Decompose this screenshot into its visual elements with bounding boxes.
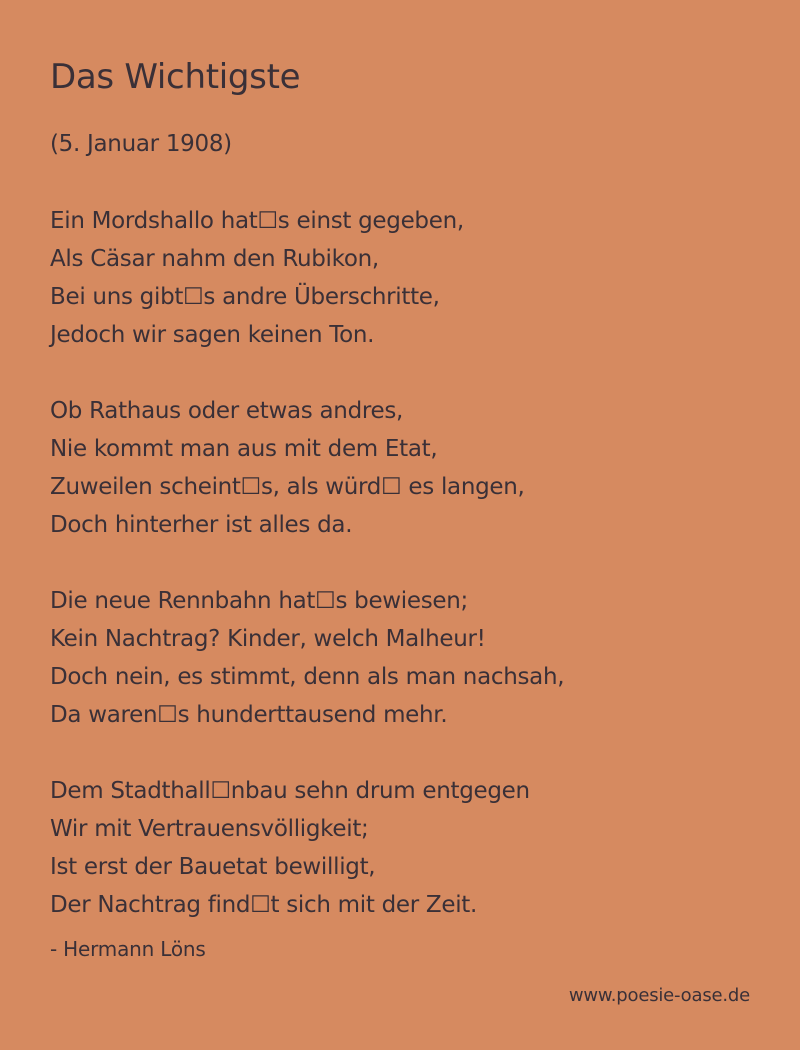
poem-line: Bei uns gibt☐s andre Überschritte, (50, 284, 440, 310)
poem-line: Da waren☐s hunderttausend mehr. (50, 702, 448, 728)
poem-title: Das Wichtigste (50, 57, 301, 97)
website-watermark: www.poesie-oase.de (568, 985, 750, 1006)
poem-line: Doch hinterher ist alles da. (50, 512, 353, 538)
poem-line: Dem Stadthall☐nbau sehn drum entgegen (50, 778, 530, 804)
stanza (50, 582, 564, 734)
poem-line: Die neue Rennbahn hat☐s bewiesen; (50, 588, 469, 614)
poem-author: - Hermann Löns (50, 937, 206, 961)
poem-date: (5. Januar 1908) (50, 131, 232, 157)
stanza (50, 772, 564, 924)
poem-line: Der Nachtrag find☐t sich mit der Zeit. (50, 892, 478, 918)
poem-line: Nie kommt man aus mit dem Etat, (50, 436, 438, 462)
stanza (50, 202, 564, 354)
poem-line: Ein Mordshallo hat☐s einst gegeben, (50, 208, 464, 234)
poem-line: Doch nein, es stimmt, denn als man nachsah, (50, 664, 565, 690)
stanza (50, 392, 564, 544)
poem-line: Jedoch wir sagen keinen Ton. (50, 322, 375, 348)
poem-line: Wir mit Vertrauensvölligkeit; (50, 816, 369, 842)
poem-line: Kein Nachtrag? Kinder, welch Malheur! (50, 626, 486, 652)
poem-line: Ob Rathaus oder etwas andres, (50, 398, 404, 424)
poem-line: Ist erst der Bauetat bewilligt, (50, 854, 376, 880)
poem-line: Als Cäsar nahm den Rubikon, (50, 246, 379, 272)
poem-line: Zuweilen scheint☐s, als würd☐ es langen, (50, 474, 525, 500)
poem-body (50, 202, 564, 924)
